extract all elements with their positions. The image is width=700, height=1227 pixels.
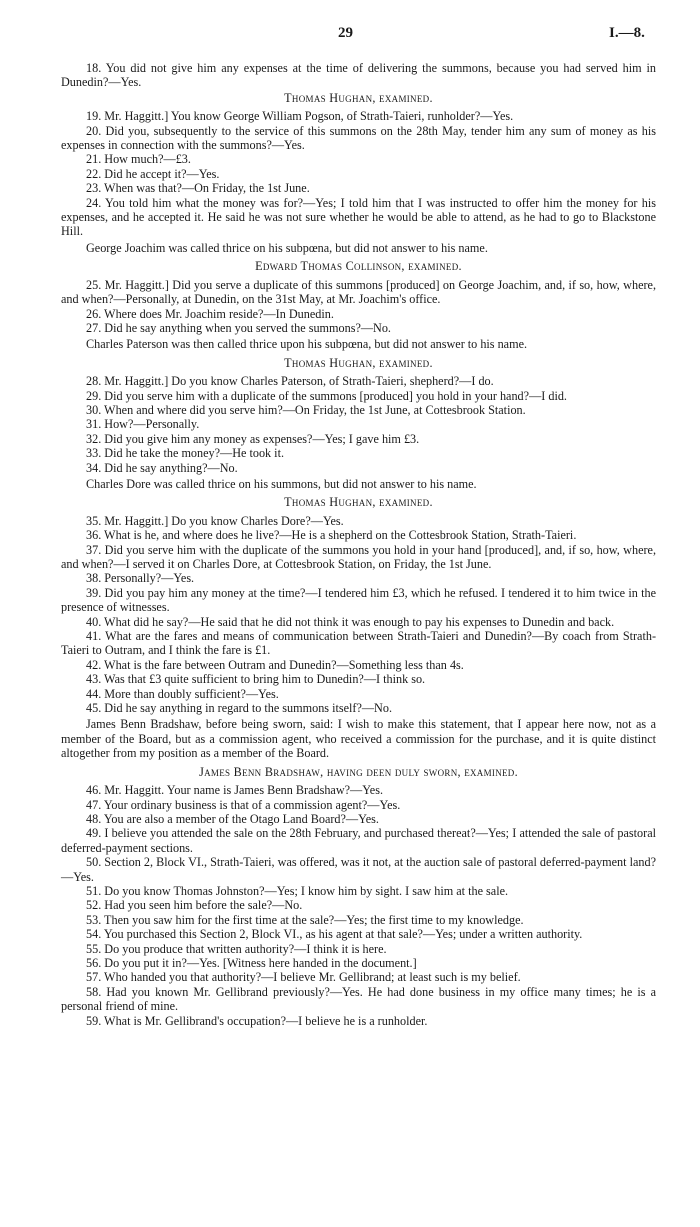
question-answer: 50. Section 2, Block VI., Strath-Taieri, was offered, was it not, at the auction sale of pastoral deferred-payment land?—Yes. xyxy=(61,855,656,884)
narrative-paragraph: Charles Dore was called thrice on his summons, but did not answer to his name. xyxy=(86,476,477,491)
question-answer: 31. How?—Personally. xyxy=(86,417,200,432)
witness-heading: Thomas Hughan, examined. xyxy=(284,495,433,510)
question-answer: 38. Personally?—Yes. xyxy=(86,571,195,586)
question-answer: 25. Mr. Haggitt.] Did you serve a duplicate of this summons [produced] on George Joachim, and, if so, how, where, and when?—Personally, at Dunedin, on the 31st May, at Mr. Joachim's office. xyxy=(61,277,656,307)
narrative-paragraph: Charles Paterson was then called thrice upon his subpœna, but did not answer to his name. xyxy=(86,337,528,352)
question-answer: 51. Do you know Thomas Johnston?—Yes; I know him by sight. I saw him at the sale. xyxy=(86,883,509,898)
question-answer: 46. Mr. Haggitt. Your name is James Benn Bradshaw?—Yes. xyxy=(86,783,384,798)
question-answer: 47. Your ordinary business is that of a commission agent?—Yes. xyxy=(86,797,401,812)
question-answer: 35. Mr. Haggitt.] Do you know Charles Dore?—Yes. xyxy=(86,513,344,528)
question-answer: 19. Mr. Haggitt.] You know George William Pogson, of Strath-Taieri, runholder?—Yes. xyxy=(86,109,514,124)
question-answer: 58. Had you known Mr. Gellibrand previously?—Yes. He had done business in my office many times; he is a personal friend of mine. xyxy=(61,984,656,1014)
question-answer: 28. Mr. Haggitt.] Do you know Charles Paterson, of Strath-Taieri, shepherd?—I do. xyxy=(86,374,494,389)
question-answer: 26. Where does Mr. Joachim reside?—In Dunedin. xyxy=(86,306,334,321)
question-answer: 37. Did you serve him with the duplicate of the summons you hold in your hand [produced], and, if so, how, where, and when?—I served it on Charles Dore, at Cottesbrook Station, on Friday, the 1st June. xyxy=(61,542,656,571)
question-answer: 36. What is he, and where does he live?—He is a shepherd on the Cottesbrook Station, Strath-Taieri. xyxy=(86,528,577,543)
witness-heading: James Benn Bradshaw, having deen duly sworn, examined. xyxy=(199,764,518,779)
question-answer: 18. You did not give him any expenses at the time of delivering the summons, because you had served him in Dunedin?—Yes. xyxy=(61,61,656,90)
question-answer: 45. Did he say anything in regard to the summons itself?—No. xyxy=(86,701,392,716)
document-reference: I.—8. xyxy=(609,25,645,41)
page-number: 29 xyxy=(338,25,353,41)
witness-heading: Thomas Hughan, examined. xyxy=(284,90,433,105)
question-answer: 40. What did he say?—He said that he did not think it was enough to pay his expenses to Dunedin and back. xyxy=(86,614,615,629)
document-body xyxy=(61,61,656,1028)
question-answer: 44. More than doubly sufficient?—Yes. xyxy=(86,686,279,701)
question-answer: 49. I believe you attended the sale on the 28th February, and purchased thereat?—Yes; I attended the sale of pastoral deferred-payment sections. xyxy=(61,826,656,855)
question-answer: 23. When was that?—On Friday, the 1st June. xyxy=(86,181,310,196)
narrative-paragraph: James Benn Bradshaw, before being sworn, said: I wish to make this statement, that I appear here now, not as a member of the Board, but as a commission agent, who received a commission for the purchase, and it is quite distinct altogether from my position as a member of the Board. xyxy=(61,717,656,761)
question-answer: 54. You purchased this Section 2, Block VI., as his agent at that sale?—Yes; under a written authority. xyxy=(86,927,583,942)
question-answer: 27. Did he say anything when you served the summons?—No. xyxy=(86,320,391,335)
question-answer: 29. Did you serve him with a duplicate of the summons [produced] you hold in your hand?—I did. xyxy=(86,388,567,403)
question-answer: 48. You are also a member of the Otago Land Board?—Yes. xyxy=(86,811,379,826)
question-answer: 59. What is Mr. Gellibrand's occupation?—I believe he is a runholder. xyxy=(86,1013,428,1028)
question-answer: 33. Did he take the money?—He took it. xyxy=(86,446,284,461)
question-answer: 21. How much?—£3. xyxy=(86,152,191,167)
question-answer: 22. Did he accept it?—Yes. xyxy=(86,166,220,181)
question-answer: 53. Then you saw him for the first time at the sale?—Yes; the first time to my knowledge. xyxy=(86,912,524,927)
question-answer: 57. Who handed you that authority?—I believe Mr. Gellibrand; at least such is my belief. xyxy=(86,970,521,985)
narrative-paragraph: George Joachim was called thrice on his subpœna, but did not answer to his name. xyxy=(86,240,488,255)
witness-heading: Thomas Hughan, examined. xyxy=(284,355,433,370)
question-answer: 41. What are the fares and means of communication between Strath-Taieri and Dunedin?—By coach from Strath-Taieri to Outram, and I think the fare is £1. xyxy=(61,629,656,658)
question-answer: 55. Do you produce that written authority?—I think it is here. xyxy=(86,941,387,956)
question-answer: 39. Did you pay him any money at the time?—I tendered him £3, which he refused. I tendered it to him twice in the presence of witnesses. xyxy=(61,585,656,615)
witness-heading: Edward Thomas Collinson, examined. xyxy=(255,259,462,274)
question-answer: 42. What is the fare between Outram and Dunedin?—Something less than 4s. xyxy=(86,657,464,672)
question-answer: 43. Was that £3 quite sufficient to bring him to Dunedin?—I think so. xyxy=(86,672,426,687)
question-answer: 34. Did he say anything?—No. xyxy=(86,460,238,475)
question-answer: 30. When and where did you serve him?—On Friday, the 1st June, at Cottesbrook Station. xyxy=(86,402,526,417)
question-answer: 20. Did you, subsequently to the service of this summons on the 28th May, tender him any sum of money as his expenses in connection with the summons?—Yes. xyxy=(61,123,656,153)
question-answer: 52. Had you seen him before the sale?—No. xyxy=(86,898,303,913)
question-answer: 32. Did you give him any money as expenses?—Yes; I gave him £3. xyxy=(86,431,420,446)
question-answer: 24. You told him what the money was for?—Yes; I told him that I was instructed to offer him the money for his expenses, and he accepted it. He said he was not sure whether he would be able to attend, as he had to go to Blackstone Hill. xyxy=(61,195,656,239)
question-answer: 56. Do you put it in?—Yes. [Witness here handed in the document.] xyxy=(86,955,417,970)
